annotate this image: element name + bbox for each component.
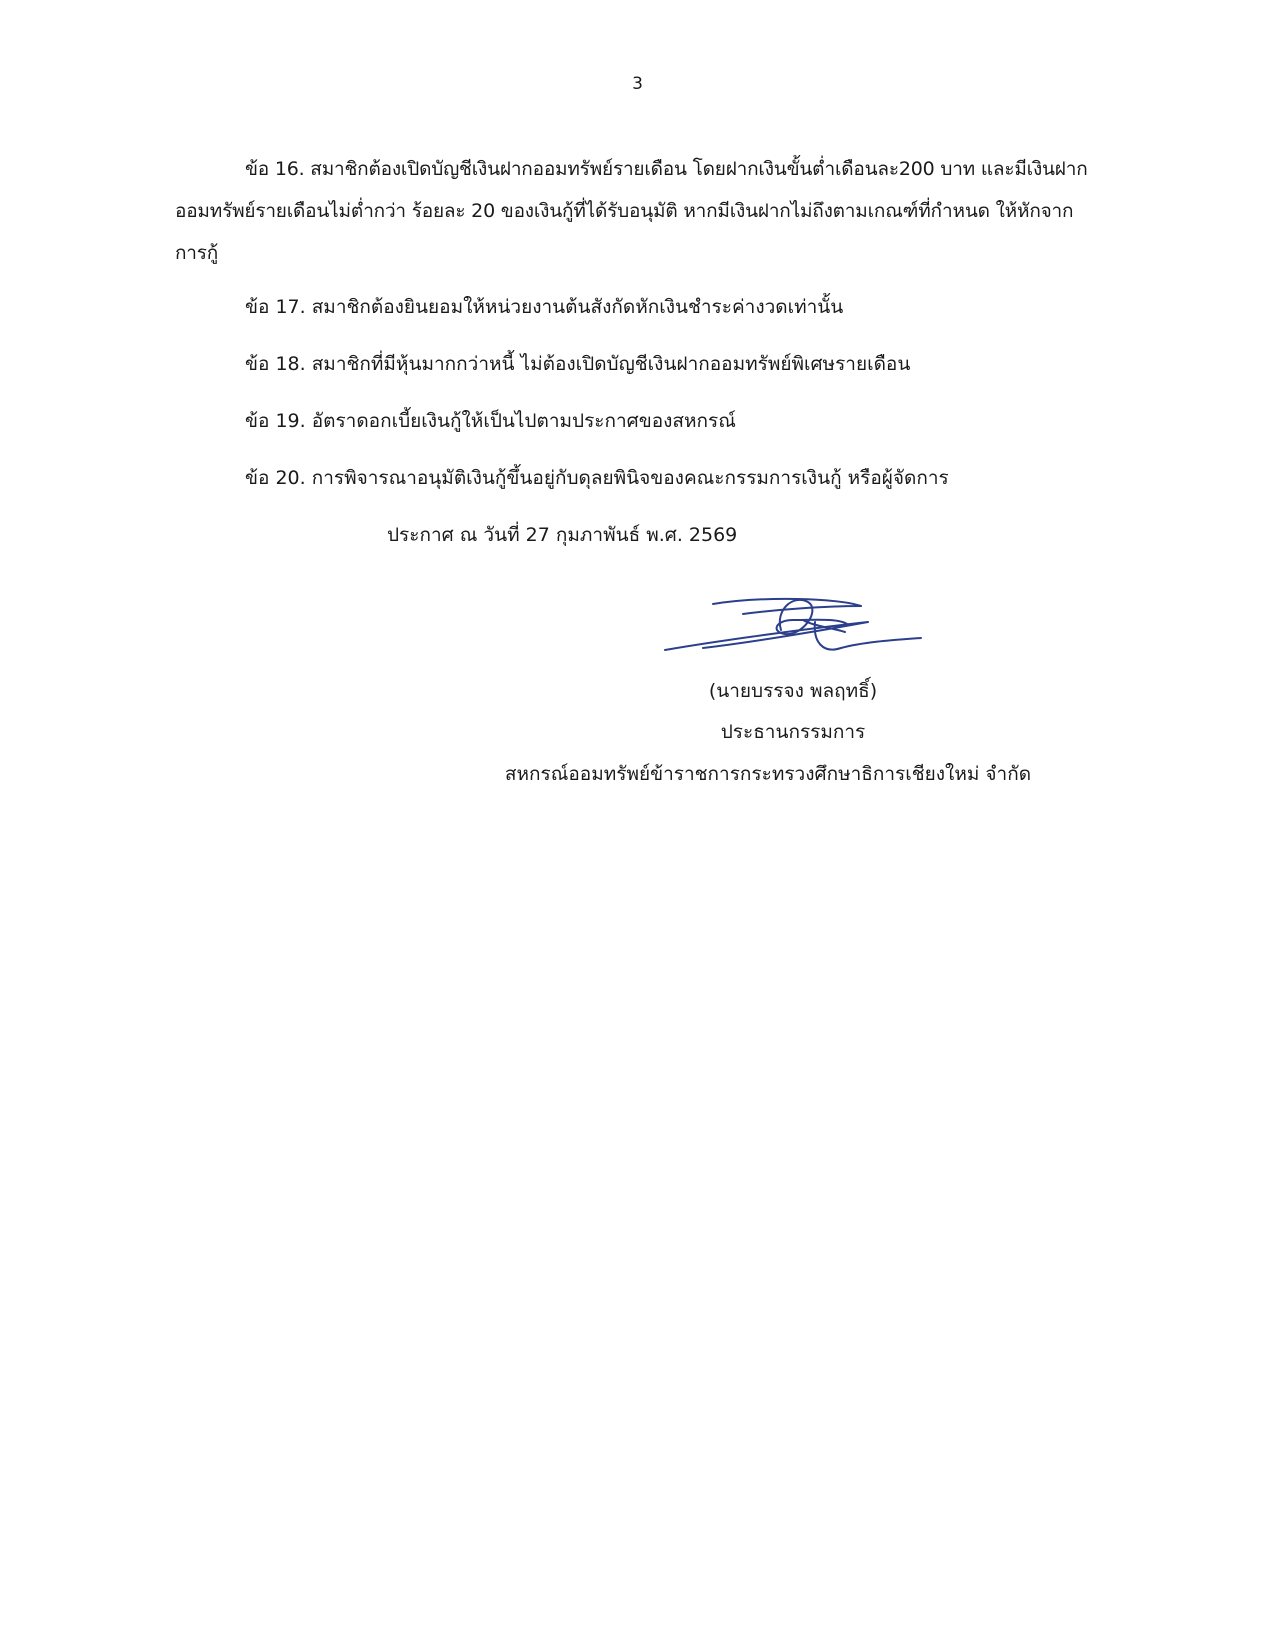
- clause-19: ข้อ 19. อัตราดอกเบี้ยเงินกู้ให้เป็นไปตามประกาศของสหกรณ์: [245, 410, 736, 432]
- clause-18: ข้อ 18. สมาชิกที่มีหุ้นมากกว่าหนี้ ไม่ต้องเปิดบัญชีเงินฝากออมทรัพย์พิเศษรายเดือน: [245, 353, 911, 375]
- organization-name: สหกรณ์ออมทรัพย์ข้าราชการกระทรวงศึกษาธิการเชียงใหม่ จำกัด: [504, 763, 1032, 785]
- page-number: 3: [632, 74, 643, 94]
- signer-name: (นายบรรจง พลฤทธิ์): [708, 680, 878, 702]
- signer-title: ประธานกรรมการ: [720, 721, 866, 743]
- clause-20: ข้อ 20. การพิจารณาอนุมัติเงินกู้ขึ้นอยู่กับดุลยพินิจของคณะกรรมการเงินกู้ หรือผู้จัดการ: [245, 467, 949, 489]
- clause-16: ข้อ 16. สมาชิกต้องเปิดบัญชีเงินฝากออมทรัพย์รายเดือน โดยฝากเงินขั้นต่ำเดือนละ200 บาท และมีเงินฝากออมทรัพย์รายเดือนไม่ต่ำกว่า ร้อยละ 20 ของเงินกู้ที่ได้รับอนุมัติ หากมีเงินฝากไม่ถึงตามเกณฑ์ที่กำหนด ให้หักจากการกู้: [175, 158, 1088, 264]
- clause-17: ข้อ 17. สมาชิกต้องยินยอมให้หน่วยงานต้นสังกัดหักเงินชำระค่างวดเท่านั้น: [245, 296, 844, 318]
- handwritten-signature: [663, 592, 923, 672]
- announcement-date: ประกาศ ณ วันที่ 27 กุมภาพันธ์ พ.ศ. 2569: [387, 524, 738, 546]
